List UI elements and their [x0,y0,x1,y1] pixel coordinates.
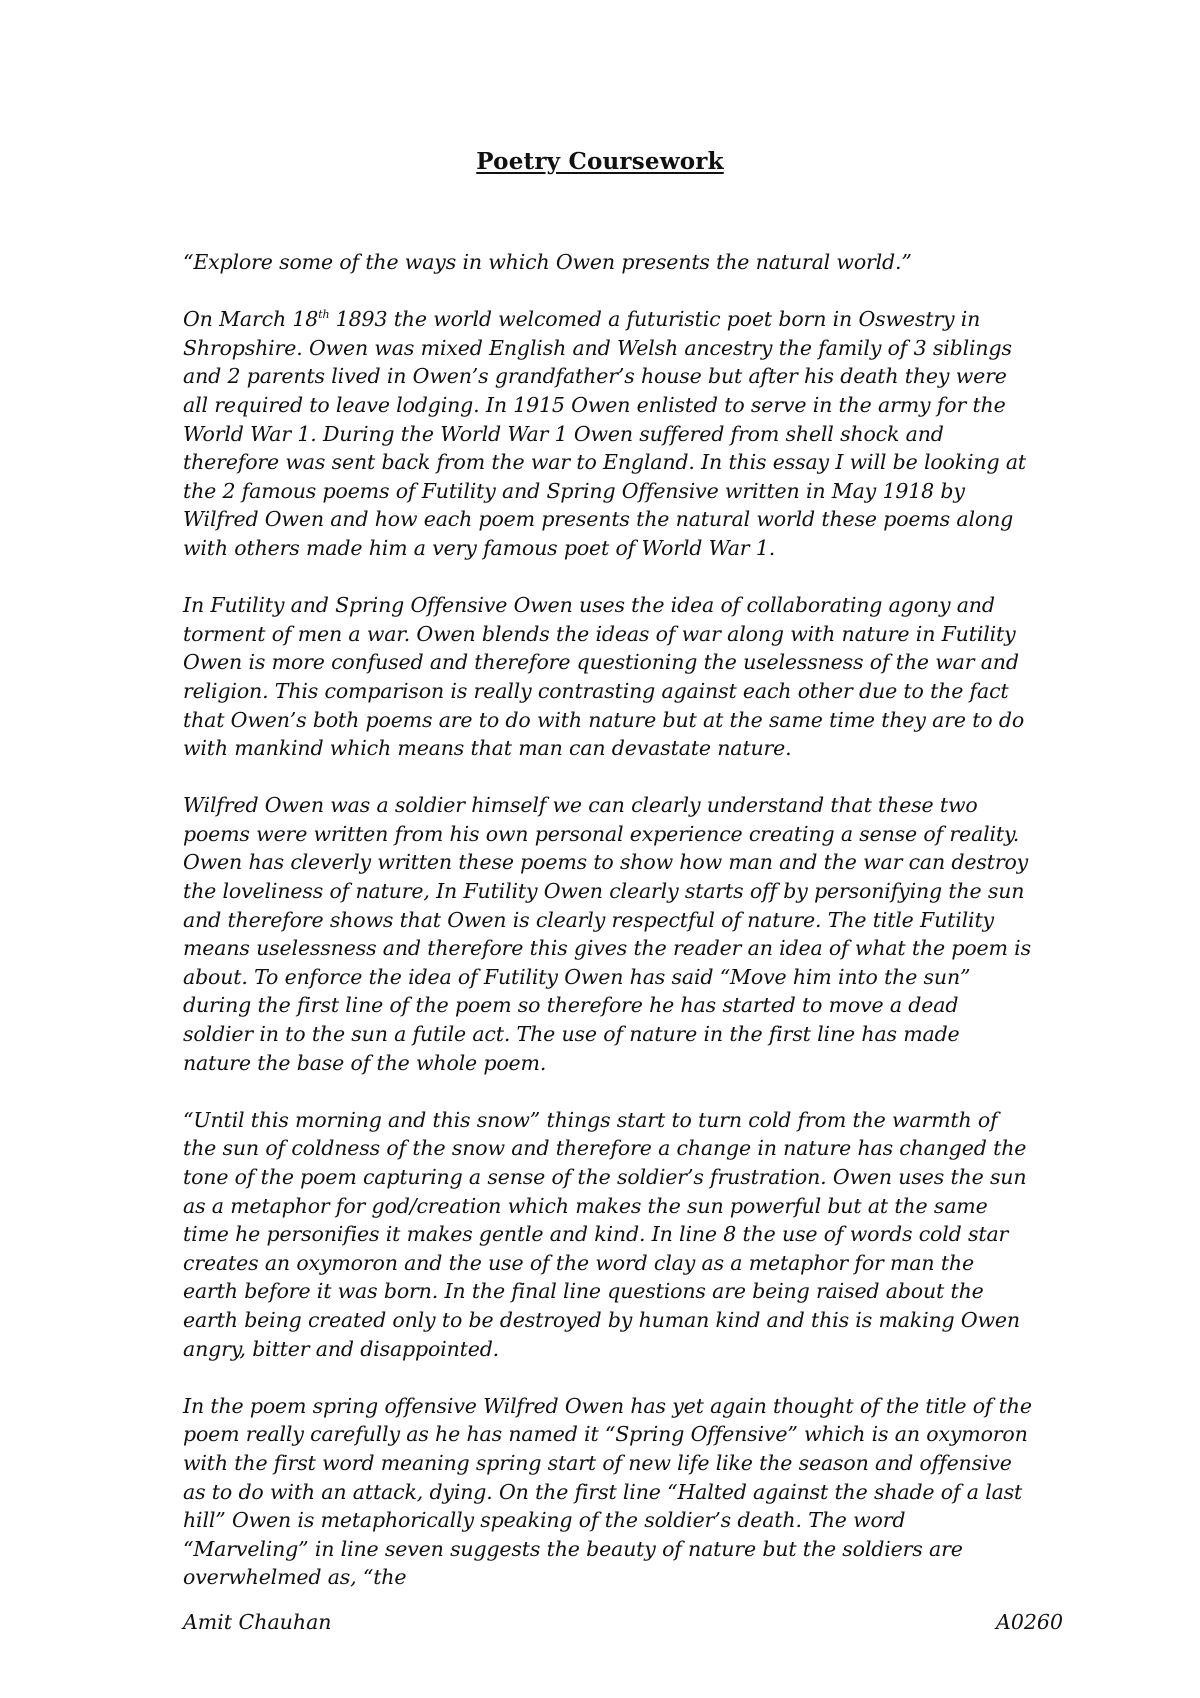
paragraph-futility-intro: In Futility and Spring Offensive Owen uses the idea of collaborating agony and torment of men a war. Owen blends the ideas of war along with nature in Futility Owen is more confused and therefore questioning the uselessness of the war and religion. This comparison is really contrasting against each other due to the fact that Owen’s both poems are to do with nature but at the same time they are to do with mankind which means that man can devastate nature. [183,593,1025,761]
footer-author: Amit Chauhan [183,1610,332,1634]
intro-text-start: On March 18 [183,307,319,332]
essay-question: “Explore some of the ways in which Owen presents the natural world.” [183,250,912,274]
essay-body [183,248,1033,1621]
footer-code: A0260 [996,1610,1063,1634]
page-footer [183,1610,1063,1634]
intro-text-rest: 1893 the world welcomed a futuristic poet born in Oswestry in Shropshire. Owen was mixed English and Welsh ancestry the family of 3 siblings and 2 parents lived in Owen’s grandfather’s house but after his death they were all required to leave lodging. In 1915 Owen enlisted to serve in the army for the World War 1. During the World War 1 Owen suffered from shell shock and therefore was sent back from the war to England. In this essay I will be looking at the 2 famous poems of Futility and Spring Offensive written in May 1918 by Wilfred Owen and how each poem presents the natural world these poems along with others made him a very famous poet of World War 1. [183,307,1026,560]
page-title: Poetry Coursework [476,148,724,175]
paragraph-snow-analysis: “Until this morning and this snow” things start to turn cold from the warmth of the sun of coldness of the snow and therefore a change in nature has changed the tone of the poem capturing a sense of the soldier’s frustration. Owen uses the sun as a metaphor for god/creation which makes the sun powerful but at the same time he personifies it makes gentle and kind. In line 8 the use of words cold star creates an oxymoron and the use of the word clay as a metaphor for man the earth before it was born. In the final line questions are being raised about the earth being created only to be destroyed by human kind and this is making Owen angry, bitter and disappointed. [183,1107,1027,1361]
paragraph-futility-analysis: Wilfred Owen was a soldier himself we can clearly understand that these two poems were written from his own personal experience creating a sense of reality. Owen has cleverly written these poems to show how man and the war can destroy the loveliness of nature, In Futility Owen clearly starts off by personifying the sun and therefore shows that Owen is clearly respectful of nature. The title Futility means uselessness and therefore this gives the reader an idea of what the poem is about. To enforce the idea of Futility Owen has said “Move him into the sun” during the first line of the poem so therefore he has started to move a dead soldier in to the sun a futile act. The use of nature in the first line has made nature the base of the whole poem. [183,793,1031,1075]
date-ordinal-superscript: th [318,308,330,322]
paragraph-intro [183,305,1033,562]
paragraph-spring-offensive: In the poem spring offensive Wilfred Owen has yet again thought of the title of the poem really carefully as he has named it “Spring Offensive” which is an oxymoron with the first word meaning spring start of new life like the season and offensive as to do with an attack, dying. On the first line “Halted against the shade of a last hill” Owen is metaphorically speaking of the soldier’s death. The word “Marveling” in line seven suggests the beauty of nature but the soldiers are overwhelmed as, “the [183,1393,1032,1590]
